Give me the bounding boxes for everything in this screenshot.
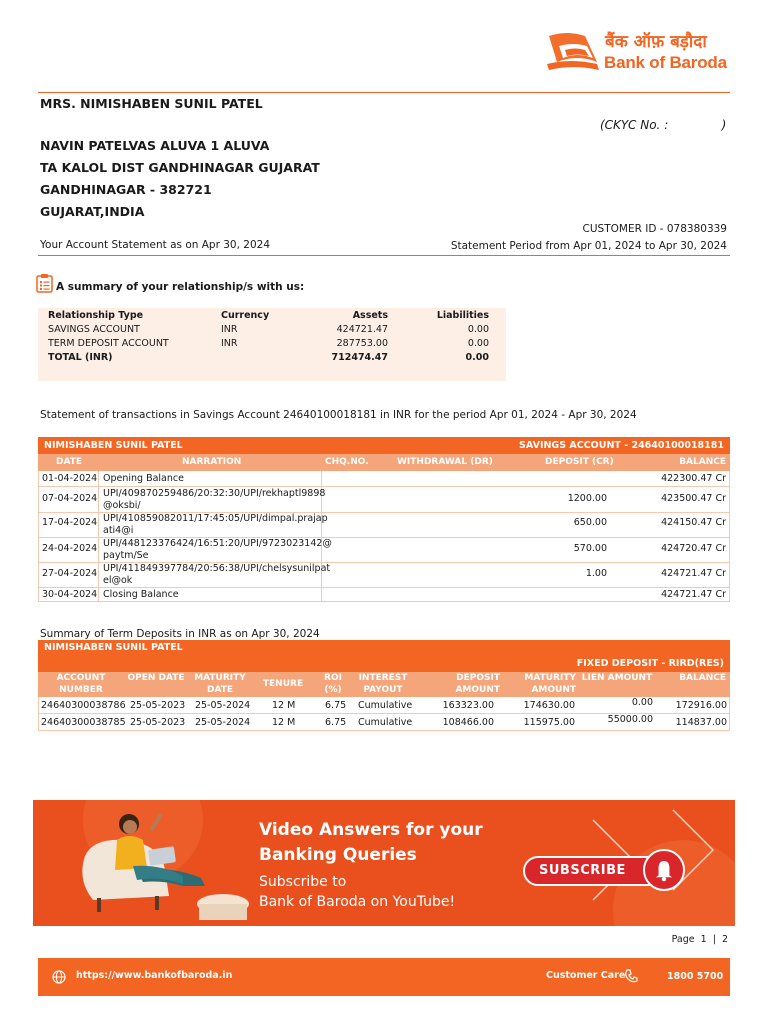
header-liabilities: Liabilities [436,310,489,321]
summary-row-liabilities: 0.00 [467,338,489,349]
td-maturity-date: 25-05-2024 [195,717,251,728]
txn-narration: UPI/448123376424/16:51:20/UPI/9723023142@ paytm/Se [103,538,332,561]
account-holder-name: NIMISHABEN SUNIL PATEL [44,440,183,451]
txn-date: 17-04-2024 [42,517,98,528]
header-divider [38,92,730,93]
statement-period: Statement Period from Apr 01, 2024 to Apr 30, 2024 [450,240,727,252]
txn-date: 07-04-2024 [42,493,98,504]
td-tenure: 12 M [272,700,296,711]
col-deposit: DEPOSIT (CR) [545,457,614,467]
txn-deposit: 650.00 [573,517,607,528]
deposit-type-label: FIXED DEPOSIT - RIRD(RES) [576,658,724,669]
td-roi: 6.75 [325,700,347,711]
term-deposit-table-header [38,672,730,697]
savings-table-header [38,454,730,471]
txn-deposit: 1.00 [585,568,607,579]
td-open-date: 25-05-2023 [130,700,186,711]
summary-total-liabilities: 0.00 [465,352,489,363]
txn-narration: UPI/411849397784/20:56:38/UPI/chelsysunilpat el@ok [103,563,331,586]
deposit-type-bar [38,656,730,672]
address-line-1: NAVIN PATELVAS ALUVA 1 ALUVA [40,138,270,153]
col-td-balance: BALANCE [679,673,726,683]
col-open-date: OPEN DATE [127,673,185,683]
statement-as-on: Your Account Statement as on Apr 30, 2024 [40,239,270,251]
banner-sub-1: Subscribe to [259,874,347,890]
td-deposit-amount: 108466.00 [442,717,494,728]
summary-row-currency: INR [221,338,238,349]
address-line-2: TA KALOL DIST GANDHINAGAR GUJARAT [40,160,320,175]
ckyc-number: (CKYC No. : ) [600,118,727,132]
txn-date: 30-04-2024 [42,589,98,600]
td-lien-amount: 0.00 [631,697,653,708]
td-maturity-amount: 115975.00 [523,717,575,728]
td-deposit-amount: 163323.00 [442,700,494,711]
txn-narration: Closing Balance [103,589,179,600]
td-maturity-date: 25-05-2024 [195,700,251,711]
col-lien-amount: LIEN AMOUNT [581,673,653,683]
bell-icon [643,849,685,891]
customer-id: CUSTOMER ID - 078380339 [582,223,727,235]
summary-row-currency: INR [221,324,238,335]
col-balance: BALANCE [679,457,726,467]
col-withdrawal: WITHDRAWAL (DR) [397,457,493,467]
col-maturity-amount: MATURITY AMOUNT [524,673,576,695]
td-open-date: 25-05-2023 [130,717,186,728]
term-deposit-title: Summary of Term Deposits in INR as on Apr 30, 2024 [40,628,320,640]
summary-row-assets: 287753.00 [336,338,388,349]
header-relationship-type: Relationship Type [48,310,144,321]
td-account-number: 24640300038785 [41,717,126,728]
savings-account-bar [38,437,730,454]
txn-narration: UPI/409870259486/20:32:30/UPI/rekhaptl9898 @oksbi/ [103,488,326,511]
customer-care-number[interactable]: 1800 5700 [667,971,724,982]
section-divider [38,255,730,256]
summary-row-type: SAVINGS ACCOUNT [48,324,140,335]
globe-icon [52,970,66,984]
col-maturity-date: MATURITY DATE [194,673,246,695]
txn-deposit: 1200.00 [567,493,607,504]
txn-balance: 423500.47 Cr [661,493,726,504]
summary-row-assets: 424721.47 [336,324,388,335]
td-interest-payout: Cumulative [358,700,413,711]
txn-narration: Opening Balance [103,473,184,484]
col-interest-payout: INTEREST PAYOUT [358,673,408,695]
savings-statement-title: Statement of transactions in Savings Account 24640100018181 in INR for the period Apr 01, 2024 - Apr 30, 2024 [40,409,637,421]
relationship-summary-table [38,308,506,381]
summary-heading: A summary of your relationship/s with us: [56,281,305,293]
banner-sub-2: Bank of Baroda on YouTube! [259,894,456,910]
clipboard-list-icon [36,273,54,293]
txn-balance: 424721.47 Cr [661,568,726,579]
td-lien-amount: 55000.00 [607,714,653,725]
youtube-promo-banner[interactable] [33,800,735,926]
brand-name-hindi: बैंक ऑफ़ बड़ौदा [605,32,707,52]
website-link[interactable]: https://www.bankofbaroda.in [76,970,233,981]
col-chq-no: CHQ.NO. [325,457,369,467]
txn-balance: 424150.47 Cr [661,517,726,528]
txn-balance: 424721.47 Cr [661,589,726,600]
customer-care-label: Customer Care [546,970,626,981]
col-date: DATE [56,457,83,467]
td-interest-payout: Cumulative [358,717,413,728]
col-account-number: ACCOUNT NUMBER [56,673,106,695]
header-currency: Currency [221,310,270,321]
td-tenure: 12 M [272,717,296,728]
subscribe-button[interactable]: SUBSCRIBE [523,856,679,886]
footer-bar [38,958,730,996]
td-account-number: 24640300038786 [41,700,126,711]
txn-deposit: 570.00 [573,543,607,554]
txn-date: 27-04-2024 [42,568,98,579]
summary-total-assets: 712474.47 [331,352,388,363]
col-narration: NARRATION [182,457,242,467]
td-balance: 172916.00 [675,700,727,711]
txn-balance: 424720.47 Cr [661,543,726,554]
summary-row-liabilities: 0.00 [467,324,489,335]
txn-date: 24-04-2024 [42,543,98,554]
col-deposit-amount: DEPOSIT AMOUNT [455,673,500,695]
summary-total-label: TOTAL (INR) [48,352,113,363]
phone-icon [624,969,638,984]
page-number: Page 1 | 2 [671,934,728,945]
txn-narration: UPI/410859082011/17:45:05/UPI/dimpal.prajap ati4@i [103,513,328,536]
col-roi: ROI (%) [324,673,342,695]
td-roi: 6.75 [325,717,347,728]
customer-name: MRS. NIMISHABEN SUNIL PATEL [40,96,263,111]
banner-headline-1: Video Answers for your [259,820,483,840]
address-line-3: GANDHINAGAR - 382721 [40,182,212,197]
banner-headline-2: Banking Queries [259,845,417,865]
td-maturity-amount: 174630.00 [523,700,575,711]
td-balance: 114837.00 [675,717,727,728]
summary-row-type: TERM DEPOSIT ACCOUNT [48,338,169,349]
txn-balance: 422300.47 Cr [661,473,726,484]
savings-account-label: SAVINGS ACCOUNT - 24640100018181 [519,440,724,451]
term-deposit-holder-bar [38,640,730,656]
header-assets: Assets [352,310,388,321]
address-line-4: GUJARAT,INDIA [40,204,145,219]
txn-date: 01-04-2024 [42,473,98,484]
col-tenure: TENURE [262,679,304,689]
brand-name-english: Bank of Baroda [604,53,727,72]
deposit-holder-name: NIMISHABEN SUNIL PATEL [44,642,183,653]
